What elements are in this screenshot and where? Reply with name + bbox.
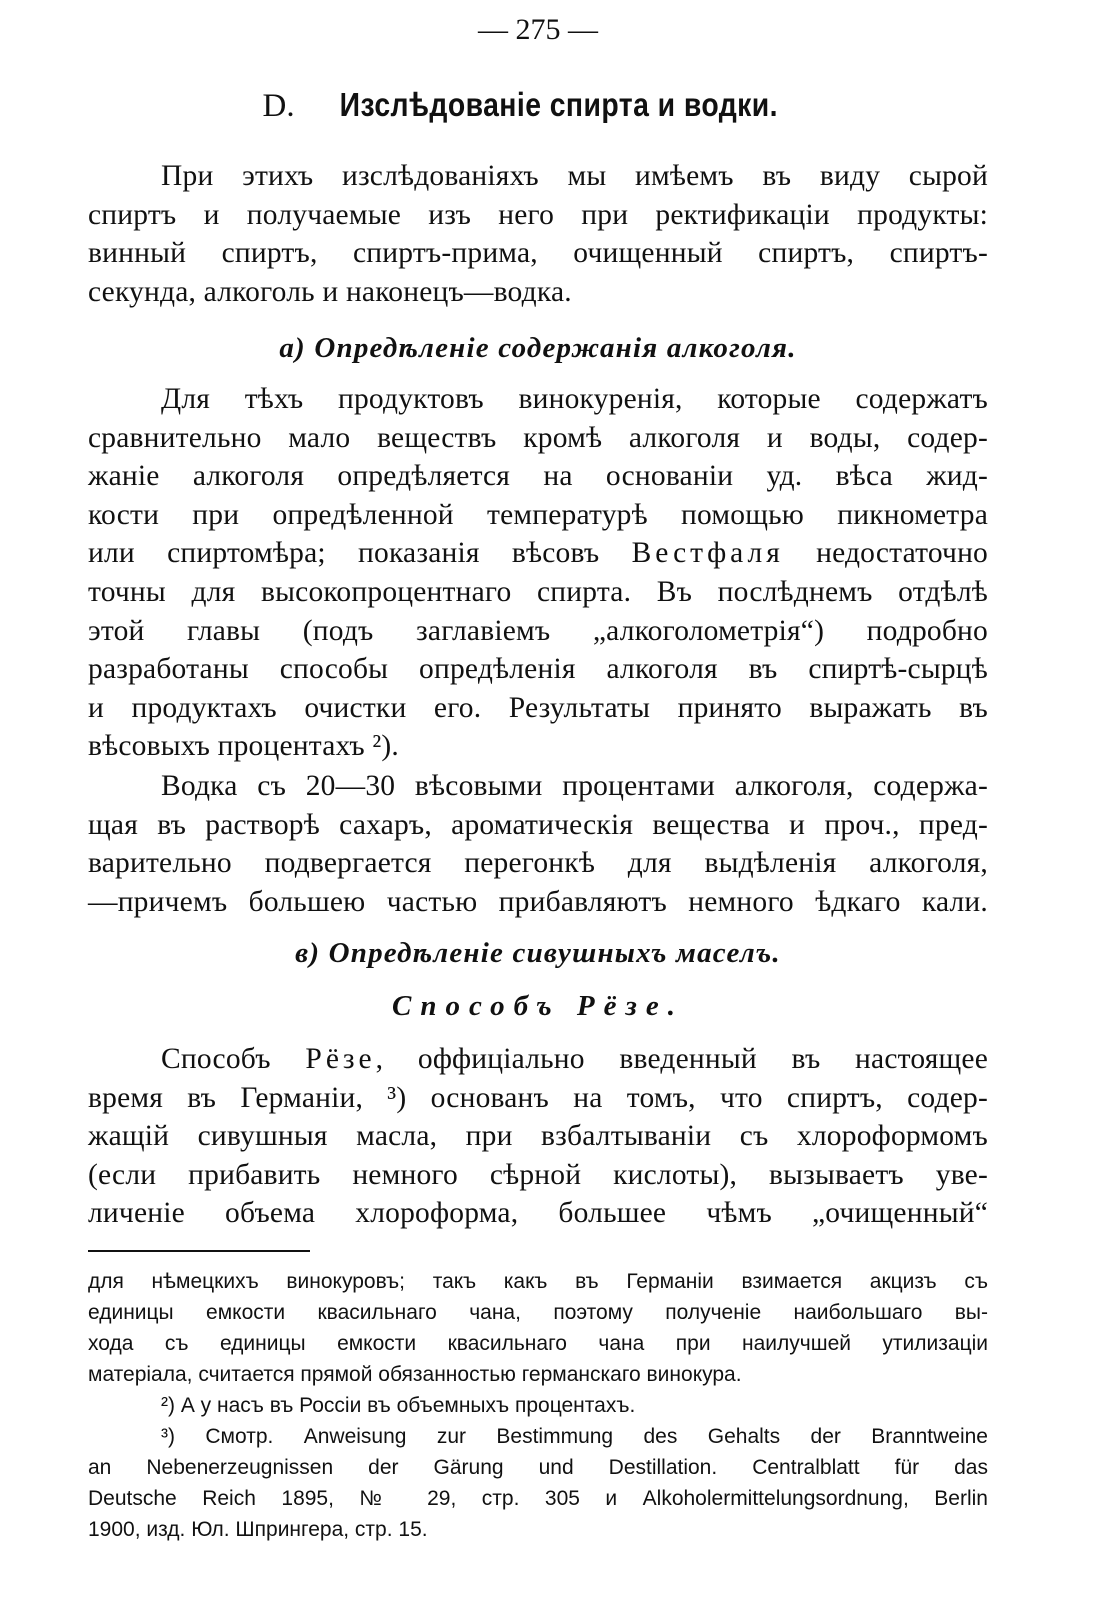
- footnote-2: ²) А у насъ въ Россіи въ объемныхъ процентахъ.: [161, 1394, 636, 1417]
- method-heading: Способъ Рёзе.: [392, 990, 684, 1022]
- text-fragment: Способъ: [161, 1043, 271, 1075]
- section-title-text: Изслѣдованіе спирта и водки.: [339, 86, 778, 123]
- text-line: вѣсовыхъ процентахъ ²).: [88, 730, 399, 763]
- text-line: сравнительно мало веществъ кромѣ алкоголя и воды, содер-: [88, 421, 988, 454]
- text-line: спиртъ и получаемые изъ него при ректификаціи продукты:: [88, 198, 988, 231]
- text-line: разработаны способы опредѣленія алкоголя въ спиртѣ-сырцѣ: [88, 653, 988, 686]
- text-line: секунда, алкоголь и наконецъ—водка.: [88, 275, 572, 308]
- text-line: (если прибавить немного сѣрной кислоты), вызываетъ уве-: [88, 1158, 988, 1191]
- text-line: точны для высокопроцентнаго спирта. Въ послѣднемъ отдѣлѣ: [88, 575, 988, 608]
- footnotes: [88, 1266, 988, 1545]
- text-line: винный спиртъ, спиртъ-прима, очищенный спиртъ, спиртъ-: [88, 237, 988, 270]
- footnote-line: 1900, изд. Юл. Шпрингера, стр. 15.: [88, 1518, 428, 1541]
- alcohol-paragraph: [88, 380, 988, 766]
- text-line: этой главы (подъ заглавіемъ „алкоголометрія“) подробно: [88, 614, 988, 647]
- text-line: —причемъ большею частью прибавляютъ немного ѣдкаго кали.: [88, 885, 988, 918]
- section-title: [88, 80, 988, 131]
- page-number: — 275 —: [478, 13, 598, 46]
- footnote-line: Deutsche Reich 1895, № 29, стр. 305 и Alkoholermittelungsordnung, Berlin: [88, 1487, 988, 1510]
- intro-paragraph: [88, 157, 988, 311]
- footnote-separator: [88, 1250, 310, 1252]
- subheading-fusel-oils: в) Опредѣленіе сивушныхъ маселъ.: [295, 937, 781, 969]
- text-fragment: или спиртомѣра; показанія вѣсовъ: [88, 537, 600, 570]
- text-line: Для тѣхъ продуктовъ винокуренія, которые содержатъ: [161, 383, 988, 415]
- name-westphal: Вестфаля: [631, 537, 784, 570]
- text-line: время въ Германіи, ³) основанъ на томъ, что спиртъ, содер-: [88, 1081, 988, 1114]
- text-line-westphal: [88, 534, 988, 573]
- footnote-line: для нѣмецкихъ винокуровъ; такъ какъ въ Германіи взимается акцизъ съ: [88, 1270, 988, 1293]
- text-fragment: недостаточно: [816, 537, 989, 570]
- footnote-line: хода съ единицы емкости квасильнаго чана при наилучшей утилизаціи: [88, 1332, 988, 1355]
- text-line: Водка съ 20—30 вѣсовыми процентами алкоголя, содержа-: [161, 770, 988, 802]
- text-line: жаніе алкоголя опредѣляется на основаніи уд. вѣса жид-: [88, 460, 988, 493]
- method-paragraph: [88, 1040, 988, 1233]
- text-line: варительно подвергается перегонкѣ для выдѣленія алкоголя,: [88, 847, 988, 880]
- footnote-line: единицы емкости квасильнаго чана, поэтому полученіе наибольшаго вы-: [88, 1301, 988, 1324]
- text-line: При этихъ изслѣдованіяхъ мы имѣемъ въ виду сырой: [161, 160, 988, 192]
- footnote-3: ³) Смотр. Anweisung zur Bestimmung des Gehalts der Branntweine: [161, 1425, 988, 1448]
- text-line: щая въ растворѣ сахаръ, ароматическія вещества и проч., пред-: [88, 808, 988, 841]
- text-line-roese: [88, 1040, 988, 1079]
- text-line: кости при опредѣленной температурѣ помощью пикнометра: [88, 498, 988, 531]
- text-fragment: , оффиціально введенный въ настоящее: [375, 1043, 988, 1075]
- footnote-line: an Nebenerzeugnissen der Gärung und Destillation. Centralblatt für das: [88, 1456, 988, 1479]
- text-line: и продуктахъ очистки его. Результаты принято выражать въ: [88, 691, 988, 724]
- vodka-paragraph: [88, 767, 988, 921]
- section-letter: D.: [262, 88, 295, 124]
- text-line: личеніе объема хлороформа, большее чѣмъ „очищенный“: [88, 1197, 988, 1230]
- name-roese: Рёзе: [305, 1043, 376, 1075]
- text-line: жащій сивушныя масла, при взбалтываніи съ хлороформомъ: [88, 1120, 988, 1153]
- footnote-line: матеріала, считается прямой обязанностью германскаго винокура.: [88, 1363, 742, 1386]
- subheading-alcohol: а) Опредѣленіе содержанія алкоголя.: [279, 332, 797, 364]
